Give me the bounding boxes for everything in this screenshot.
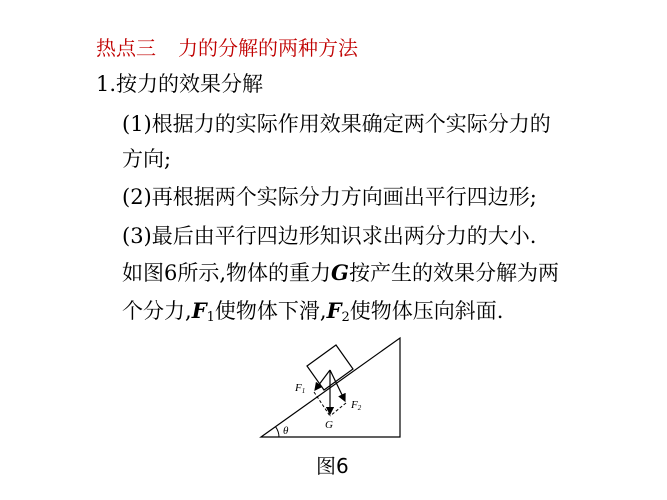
dashed-line	[314, 392, 330, 416]
force-f1-subscript: 1	[206, 310, 215, 325]
angle-arc	[276, 427, 279, 437]
heading-topic: 力的分解的两种方法	[178, 36, 358, 60]
section-heading	[96, 34, 358, 62]
example-text: 如图6所示,物体的重力	[122, 261, 332, 285]
example-text: 个分力,	[122, 299, 192, 323]
step-1-line-2: 方向;	[122, 147, 172, 171]
method-title: 1.按力的效果分解	[96, 72, 264, 96]
dashed-line	[330, 403, 346, 416]
incline-force-diagram	[258, 335, 418, 445]
heading-label: 热点三	[96, 36, 156, 60]
theta-label: θ	[283, 425, 289, 437]
example-text: 使物体压向斜面.	[349, 299, 504, 323]
example-text: 按产生的效果分解为两	[348, 261, 559, 285]
figure-caption: 图6	[316, 454, 349, 478]
g-label: G	[325, 419, 333, 431]
example-line-1	[122, 259, 559, 287]
force-f2-subscript: 2	[341, 310, 350, 325]
f2-label: F2	[351, 399, 362, 412]
example-line-2	[122, 297, 503, 332]
f1-label: F1	[295, 382, 306, 395]
force-f2-symbol: F	[326, 298, 342, 323]
example-text: 使物体下滑,	[214, 299, 327, 323]
force-f1-symbol: F	[191, 298, 207, 323]
step-2: (2)再根据两个实际分力方向画出平行四边形;	[122, 185, 537, 209]
gravity-symbol: G	[331, 260, 349, 285]
step-3: (3)最后由平行四边形知识求出两分力的大小.	[122, 224, 537, 248]
step-1-line-1: (1)根据力的实际作用效果确定两个实际分力的	[122, 112, 551, 136]
